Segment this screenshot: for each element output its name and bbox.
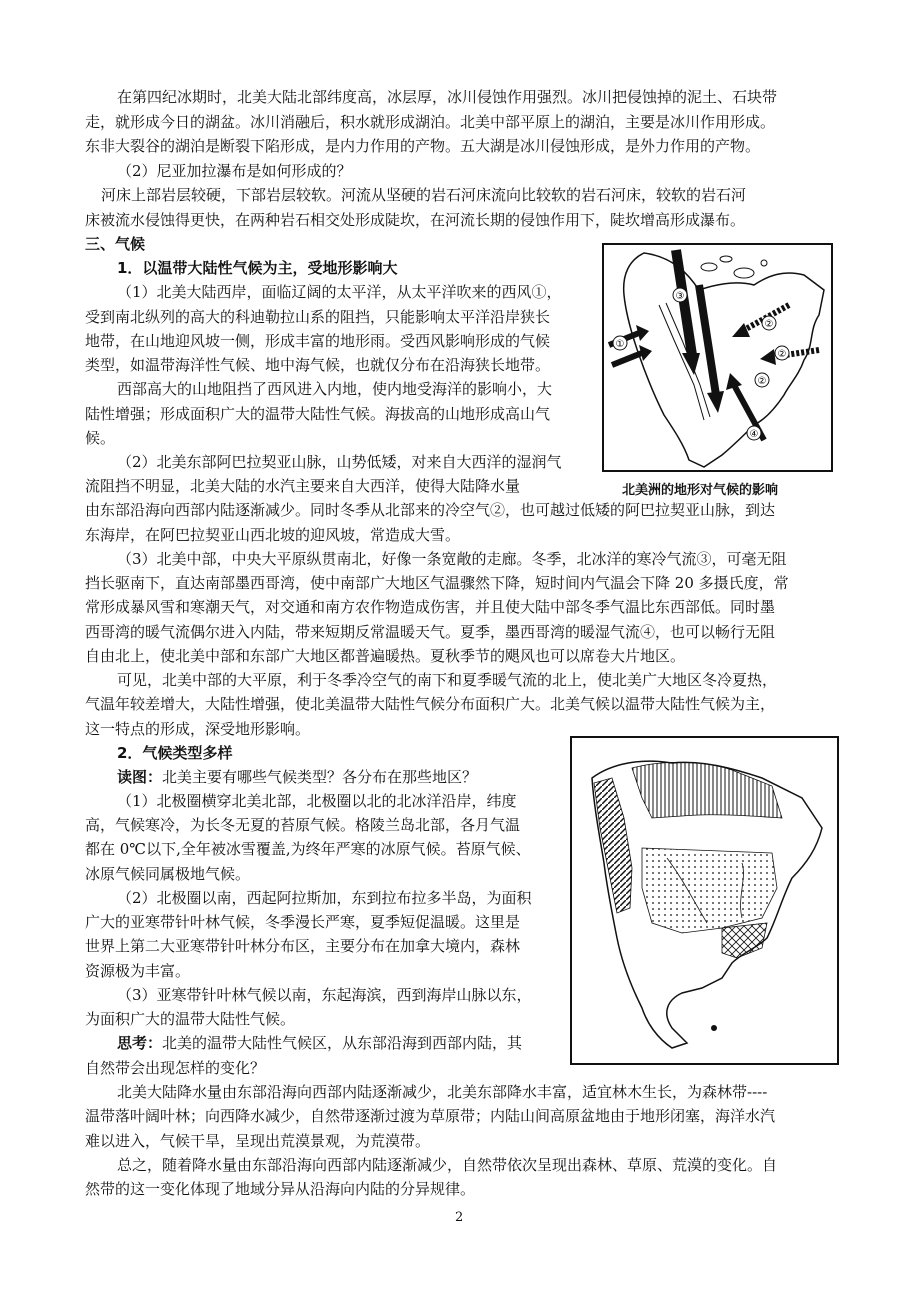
paragraph-line: 受到南北纵列的高大的科迪勒拉山系的阻挡，只能影响太平洋沿岸狭长 [85, 308, 551, 326]
paragraph-line: （3）北美中部，中央大平原纵贯南北，好像一条宽敞的走廊。冬季，北冰洋的寒冷气流③，可毫无阻 [117, 550, 787, 568]
paragraph-line: 资源极为丰富。 [85, 962, 191, 980]
read-text: 北美主要有哪些气候类型？各分布在那些地区？ [162, 768, 478, 786]
paragraph-line: 可见，北美中部的大平原，利于冬季冷空气的南下和夏季暖气流的北上，使北美广大地区冬冷夏热， [117, 671, 778, 689]
marker-2c [755, 373, 769, 387]
section-heading: 三、气候 [85, 235, 146, 253]
marker-4 [747, 426, 761, 440]
svg-text:②: ② [757, 376, 767, 387]
think-label: 思考： [117, 1034, 163, 1052]
climate-types-map-drawing [572, 738, 837, 1063]
paragraph-line: （2）北美东部阿巴拉契亚山脉，山势低矮，对来自大西洋的湿润气 [117, 453, 562, 471]
paragraph-line: （2）北极圈以南，西起阿拉斯加，东到拉布拉多半岛，为面积 [117, 889, 532, 907]
paragraph-line: 在第四纪冰期时，北美大陆北部纬度高，冰层厚，冰川侵蚀作用强烈。冰川把侵蚀掉的泥土、石块带 [117, 88, 778, 106]
paragraph-line: 河床上部岩层较硬，下部岩层较软。河流从坚硬的岩石河床流向比较软的岩石河床，较软的岩石河 [101, 186, 747, 204]
figure-caption: 北美洲的地形对气候的影响 [622, 483, 779, 498]
svg-text:②: ② [764, 319, 774, 330]
paragraph-line: 床被流水侵蚀得更快，在两种岩石相交处形成陡坎，在河流长期的侵蚀作用下，陡坎增高形成瀑布。 [85, 211, 746, 229]
think-text: 北美的温带大陆性气候区，从东部沿海到西部内陆，其 [162, 1034, 523, 1052]
paragraph-line: 世界上第二大亚寒带针叶林分布区，主要分布在加拿大境内，森林 [85, 937, 521, 955]
paragraph-line: 然带的这一变化体现了地域分异从沿海向内陆的分异规律。 [85, 1180, 476, 1198]
paragraph-line: 北美大陆降水量由东部沿海向西部内陆逐渐减少，北美东部降水丰富，适宜林木生长，为森林带---- [117, 1083, 768, 1101]
paragraph-line: 为面积广大的温带大陆性气候。 [85, 1010, 296, 1028]
svg-text:②: ② [777, 349, 787, 360]
paragraph-line: 都在 0℃以下,全年被冰雪覆盖,为终年严寒的冰原气候。苔原气候、 [85, 840, 531, 858]
paragraph-line: 西部高大的山地阻挡了西风进入内地，使内地受海洋的影响小，大 [117, 380, 553, 398]
climate-types-map [570, 736, 839, 1065]
paragraph-line: 东非大裂谷的湖泊是断裂下陷形成，是内力作用的产物。五大湖是冰川侵蚀形成，是外力作用的产物。 [85, 137, 761, 155]
svg-text:④: ④ [749, 429, 759, 440]
subsection-heading: 2．气候类型多样 [117, 744, 233, 762]
paragraph-line: 广大的亚寒带针叶林气候，冬季漫长严寒，夏季短促温暖。这里是 [85, 913, 521, 931]
paragraph-line: 冰原气候同属极地气候。 [85, 865, 251, 883]
paragraph-line: 地带，在山地迎风坡一侧，形成丰富的地形雨。受西风影响形成的气候 [85, 332, 551, 350]
paragraph-line: （1）北美大陆西岸，面临辽阔的太平洋，从太平洋吹来的西风①， [117, 283, 562, 301]
paragraph-line: 自由北上，使北美中部和东部广大地区都普遍暖热。夏秋季节的飓风也可以席卷大片地区。 [85, 647, 686, 665]
marker-2b [775, 346, 789, 360]
terrain-climate-map-drawing [604, 245, 831, 470]
paragraph-line: 温带落叶阔叶林；向西降水减少，自然带逐渐过渡为草原带；内陆山间高原盆地由于地形闭塞，海洋水汽 [85, 1107, 776, 1125]
subsection-heading: 1．以温带大陆性气候为主，受地形影响大 [117, 259, 398, 277]
paragraph-line: 高，气候寒冷，为长冬无夏的苔原气候。格陵兰岛北部，各月气温 [85, 816, 521, 834]
paragraph-line: 由东部沿海向西部内陆逐渐减少。同时冬季从北部来的冷空气②，也可越过低矮的阿巴拉契亚山脉，到达 [85, 501, 776, 519]
read-label: 读图： [117, 768, 163, 786]
svg-text:①: ① [615, 339, 625, 350]
paragraph-line: 挡长驱南下，直达南部墨西哥湾，使中南部广大地区气温骤然下降，短时间内气温会下降 20 多摄氏度，常 [85, 574, 789, 592]
paragraph-line: 候。 [85, 429, 116, 447]
paragraph-line: 自然带会出现怎样的变化？ [85, 1059, 266, 1077]
paragraph-line: 东海岸，在阿巴拉契亚山西北坡的迎风坡，常造成大雪。 [85, 526, 461, 544]
marker-3 [673, 288, 687, 302]
paragraph-line: 流阻挡不明显，北美大陆的水汽主要来自大西洋，使得大陆降水量 [85, 477, 521, 495]
think-prompt [117, 1034, 522, 1053]
paragraph-line: 走，就形成今日的湖盆。冰川消融后，积水就形成湖泊。北美中部平原上的湖泊，主要是冰川作用形成。 [85, 113, 776, 131]
paragraph-line: （1）北极圈横穿北美北部，北极圈以北的北冰洋沿岸，纬度 [117, 792, 517, 810]
paragraph-line: 西哥湾的暖气流偶尔进入内陆，带来短期反常温暖天气。夏季，墨西哥湾的暖湿气流④，也可以畅行无阻 [85, 623, 776, 641]
svg-text:③: ③ [675, 291, 685, 302]
marker-1 [613, 336, 627, 350]
paragraph-line: 类型，如温带海洋性气候、地中海气候，也就仅分布在沿海狭长地带。 [85, 356, 551, 374]
marker-2a [762, 316, 776, 330]
paragraph-line: 总之，随着降水量由东部沿海向西部内陆逐渐减少，自然带依次呈现出森林、草原、荒漠的变化。自 [117, 1156, 778, 1174]
paragraph-line: 气温年较差增大，大陆性增强，使北美温带大陆性气候分布面积广大。北美气候以温带大陆性气候为主， [85, 695, 776, 713]
paragraph-line: （3）亚寒带针叶林气候以南，东起海滨，西到海岸山脉以东， [117, 986, 532, 1004]
paragraph-line: 常形成暴风雪和寒潮天气，对交通和南方农作物造成伤害，并且使大陆中部冬季气温比东西部低。同时墨 [85, 598, 776, 616]
page-number: 2 [455, 1210, 464, 1225]
read-prompt [117, 768, 477, 787]
paragraph-line: 陆性增强；形成面积广大的温带大陆性气候。海拔高的山地形成高山气 [85, 405, 551, 423]
paragraph-line: 难以进入，气候干旱，呈现出荒漠景观，为荒漠带。 [85, 1132, 431, 1150]
question-line: （2）尼亚加拉瀑布是如何形成的？ [117, 162, 352, 180]
paragraph-line: 这一特点的形成，深受地形影响。 [85, 720, 311, 738]
terrain-climate-map [602, 243, 833, 472]
